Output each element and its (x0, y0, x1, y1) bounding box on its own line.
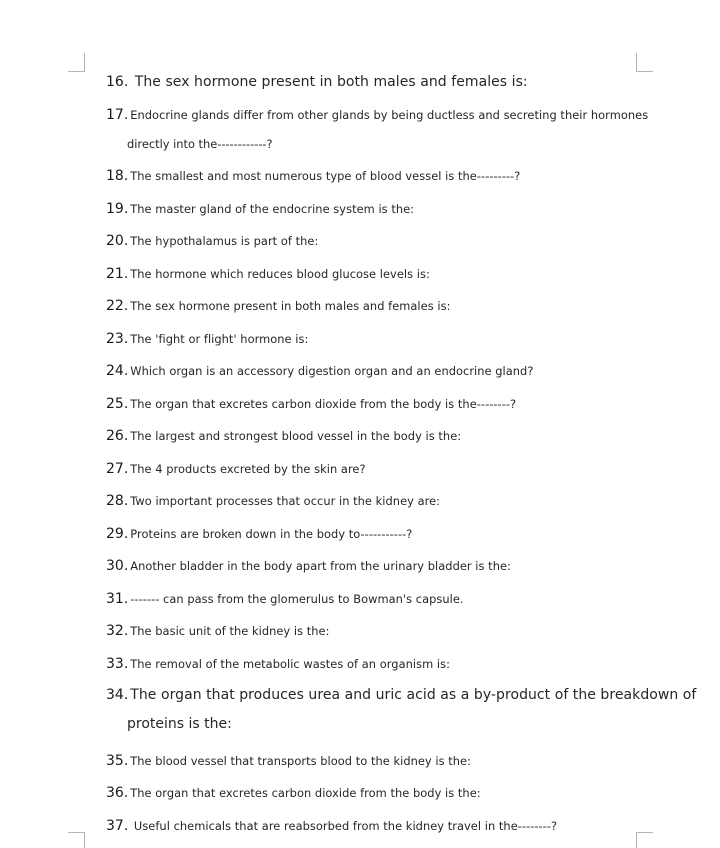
question-number: 19. (106, 201, 129, 217)
question-text: The 4 products excreted by the skin are? (130, 462, 366, 476)
question-text: The sex hormone present in both males and females is: (130, 299, 451, 313)
question-text: The sex hormone present in both males and females is: (130, 74, 528, 90)
question-36 (106, 782, 626, 801)
question-number: 34. (106, 687, 129, 703)
question-32 (106, 620, 626, 639)
question-33 (106, 653, 626, 672)
question-text: The master gland of the endocrine system is the: (130, 202, 415, 216)
question-29 (106, 523, 626, 542)
question-text: The hypothalamus is part of the: (130, 234, 319, 248)
question-number: 29. (106, 526, 129, 542)
question-number: 26. (106, 428, 129, 444)
question-18 (106, 165, 626, 184)
question-text: The 'fight or flight' hormone is: (130, 332, 309, 346)
question-number: 16. (106, 74, 129, 90)
question-number: 37. (106, 818, 129, 834)
question-number: 35. (106, 753, 129, 769)
question-28 (106, 490, 626, 509)
question-24 (106, 360, 626, 379)
question-number: 33. (106, 656, 129, 672)
question-text: Proteins are broken down in the body to-----------? (130, 527, 413, 541)
question-number: 28. (106, 493, 129, 509)
question-text: Two important processes that occur in the kidney are: (130, 494, 441, 508)
question-35 (106, 750, 626, 769)
question-17 (106, 104, 649, 123)
question-27 (106, 458, 626, 477)
question-text: The basic unit of the kidney is the: (130, 624, 330, 638)
question-number: 32. (106, 623, 129, 639)
question-17-continuation: directly into the------------? (127, 137, 273, 151)
question-37 (106, 815, 626, 834)
question-22 (106, 295, 626, 314)
question-number: 18. (106, 168, 129, 184)
question-text: The removal of the metabolic wastes of an organism is: (130, 657, 450, 671)
question-text: The organ that produces urea and uric acid as a by-product of the breakdown of (130, 687, 697, 703)
question-text: Which organ is an accessory digestion organ and an endocrine gland? (130, 364, 534, 378)
question-number: 22. (106, 298, 129, 314)
question-text: The organ that excretes carbon dioxide from the body is the: (130, 786, 481, 800)
question-text: The largest and strongest blood vessel in the body is the: (130, 429, 462, 443)
question-16 (106, 71, 626, 90)
question-number: 17. (106, 107, 129, 123)
question-text: The blood vessel that transports blood to the kidney is the: (130, 754, 471, 768)
question-19 (106, 198, 626, 217)
question-number: 27. (106, 461, 129, 477)
question-20 (106, 230, 626, 249)
crop-mark-top-right (636, 53, 653, 72)
crop-mark-bottom-left (68, 832, 85, 848)
question-text: ------- can pass from the glomerulus to Bowman's capsule. (130, 592, 464, 606)
question-text: Another bladder in the body apart from the urinary bladder is the: (130, 559, 511, 573)
question-number: 23. (106, 331, 129, 347)
question-26 (106, 425, 626, 444)
question-number: 31. (106, 591, 129, 607)
question-23 (106, 328, 626, 347)
question-31 (106, 588, 626, 607)
question-number: 21. (106, 266, 129, 282)
question-number: 36. (106, 785, 129, 801)
question-number: 20. (106, 233, 129, 249)
question-text: The smallest and most numerous type of blood vessel is the---------? (130, 169, 521, 183)
crop-mark-bottom-right (636, 832, 653, 848)
question-text: Endocrine glands differ from other glands by being ductless and secreting their hormones (130, 108, 649, 122)
question-21 (106, 263, 626, 282)
question-text: The hormone which reduces blood glucose levels is: (130, 267, 430, 281)
question-34 (106, 684, 697, 703)
question-30 (106, 555, 626, 574)
question-number: 24. (106, 363, 129, 379)
question-text: The organ that excretes carbon dioxide from the body is the--------? (130, 397, 517, 411)
question-number: 25. (106, 396, 129, 412)
crop-mark-top-left (68, 53, 85, 72)
question-34-continuation: proteins is the: (127, 716, 232, 732)
question-text: Useful chemicals that are reabsorbed from the kidney travel in the--------? (130, 819, 558, 833)
question-25 (106, 393, 626, 412)
question-number: 30. (106, 558, 129, 574)
